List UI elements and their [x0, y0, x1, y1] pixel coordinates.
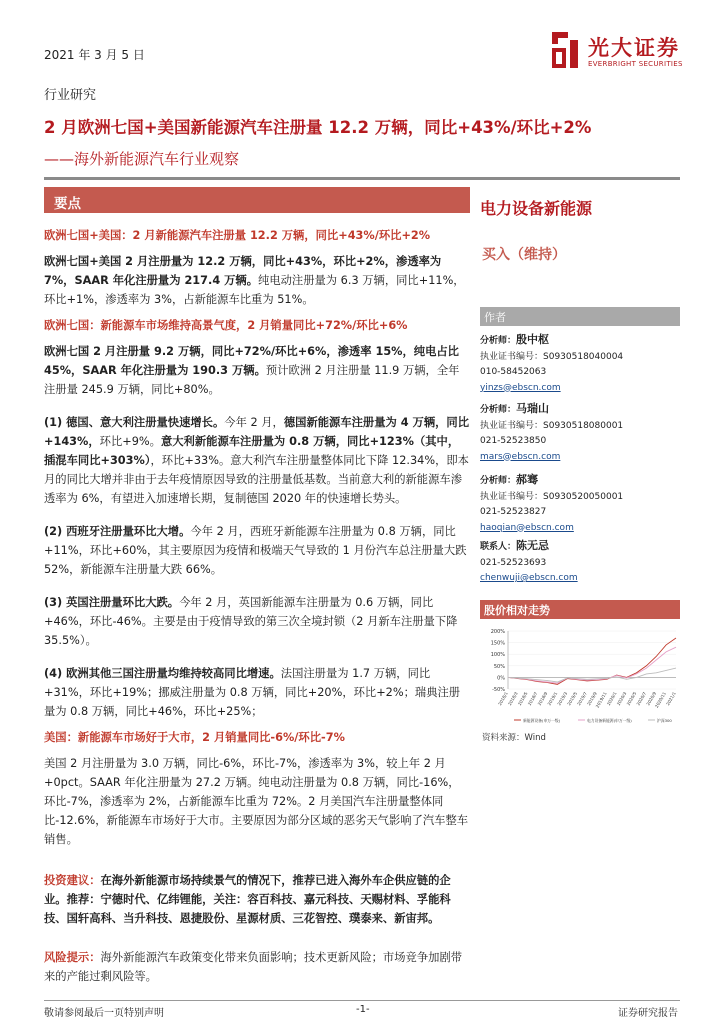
paragraph-bold: 欧洲七国 2 月注册量 9.2 万辆，同比+72%/环比+6%，渗透率 15%，纯电占比 45%，SAAR 年化注册量为 190.3 万辆。: [44, 345, 459, 377]
footer-divider: [44, 1000, 680, 1001]
analyst-card: [480, 472, 680, 536]
logo-text-cn: 光大证券: [588, 36, 680, 60]
paragraph-text: 今年 2 月，西班牙新能源车注册量为 0.8 万辆，同比+11%，环比+60%，其主要原因为疫情和极端天气导致的 1 月份汽车总注册量大跌 52%，新能源车注册量大跌 66%。: [44, 525, 467, 576]
paragraph-bold: (3) 英国注册量环比大跌。: [44, 596, 180, 609]
x-tick-label: 2020/7: [635, 691, 648, 707]
report-subtitle: ——海外新能源汽车行业观察: [44, 150, 240, 168]
contact-phone: 021-52523693: [480, 557, 547, 568]
legend-label: 新能源设备(申万一级): [523, 718, 561, 723]
report-title: 2 月欧洲七国+美国新能源汽车注册量 12.2 万辆，同比+43%/环比+2%: [44, 118, 592, 137]
paragraph: [44, 413, 470, 508]
legend-label: 电力设备新能源(申万一级): [587, 718, 632, 723]
authors-header: [480, 307, 680, 326]
x-tick-label: 2019/1: [546, 691, 559, 707]
paragraph-text: 美国 2 月注册量为 3.0 万辆，同比-6%，环比-7%，渗透率为 3%，较上年 2 月+0pct。SAAR 年化注册量为 27.2 万辆。纯电动注册量为 0.8 万辆，同比-16%，环比-7%，渗透率为 2%，占新能源车比重为 72%。2 月美国汽车注册量整体同比-12.6%，新能源车市场好于大市。主要原因为部分区域的恶劣天气影响了汽车整车销售。: [44, 757, 469, 846]
title-divider: [44, 177, 680, 180]
invest-label: 投资建议：: [44, 874, 101, 887]
paragraph-text: 纯电动注册量为 6.3 万辆，同比+11%，环比+1%，渗透率为 3%，占新能源车比重为 51%。: [44, 274, 465, 306]
summary-label: 要点: [54, 196, 81, 212]
industry-name: 电力设备新能源: [480, 199, 593, 218]
paragraph-bold: (1) 德国、意大利注册量快速增长。: [44, 416, 225, 429]
x-tick-label: 2021/1: [665, 691, 677, 707]
analyst-card: [480, 332, 680, 396]
section-heading: 欧洲七国：新能源车市场维持高景气度，2 月销量同比+72%/环比+6%: [44, 319, 408, 332]
footer-disclaimer: 敬请参阅最后一页特别声明: [44, 1008, 164, 1019]
paragraph: [44, 252, 470, 309]
summary-body: [44, 226, 470, 986]
legend-label: 沪深300: [657, 718, 672, 723]
chart-source: 资料来源：Wind: [482, 733, 546, 743]
series-line: [508, 647, 676, 683]
analyst-phone: 010-58452063: [480, 367, 547, 377]
analyst-phone: 021-52523850: [480, 436, 547, 446]
analyst-name: 马瑞山: [516, 402, 550, 415]
analyst-email-link[interactable]: mars@ebscn.com: [480, 451, 561, 462]
x-tick-label: 2018/1: [497, 691, 509, 707]
paragraph-bold: (4) 欧洲其他三国注册量均维持较高同比增速。: [44, 667, 281, 680]
chart-title: 股价相对走势: [484, 604, 550, 617]
paragraph: [44, 522, 470, 579]
investment-advice: [44, 871, 470, 928]
report-date: 2021 年 3 月 5 日: [44, 48, 145, 62]
x-tick-label: 2019/5: [566, 691, 579, 707]
logo-text-en: EVERBRIGHT SECURITIES: [588, 60, 683, 68]
section-heading: 美国：新能源车市场好于大市，2 月销量同比-6%/环比-7%: [44, 731, 345, 744]
analyst-cert: 执业证书编号：S0930518040004: [480, 351, 624, 362]
y-tick-label: 200%: [490, 629, 505, 635]
analyst-name: 郝骞: [516, 473, 539, 486]
contact-name: 陈无忌: [516, 539, 550, 552]
x-tick-label: 2019/7: [576, 691, 588, 707]
y-tick-label: 100%: [490, 652, 505, 659]
analyst-email-link[interactable]: yinzs@ebscn.com: [480, 382, 561, 393]
x-tick-label: 2019/3: [556, 691, 569, 707]
risk-text: 海外新能源汽车政策变化带来负面影响；技术更新风险；市场竞争加剧带来的产能过剩风险等。: [44, 951, 463, 983]
x-tick-label: 2018/5: [516, 691, 529, 707]
x-tick-label: 2018/9: [536, 691, 549, 707]
contact-card: [480, 538, 680, 587]
brand-logo: [548, 30, 688, 74]
paragraph: [44, 664, 470, 721]
analyst-name: 殷中枢: [516, 333, 550, 346]
page-number: -1-: [356, 1004, 370, 1015]
analyst-cert: 执业证书编号：S0930518080001: [480, 420, 624, 431]
x-tick-label: 2019/11: [594, 691, 608, 709]
x-tick-label: 2019/9: [586, 691, 598, 707]
analyst-role: 分析师：: [480, 405, 517, 415]
x-tick-label: 2020/11: [653, 691, 667, 709]
chart-header: [480, 600, 680, 619]
rating-badge: 买入（维持）: [482, 247, 566, 263]
paragraph-text: 预计欧洲 2 月注册量 11.9 万辆，全年注册量 245.9 万辆，同比+80%。: [44, 364, 460, 396]
invest-text: 在海外新能源市场持续景气的情况下，推荐已进入海外车企供应链的企业。推荐：宁德时代、亿纬锂能，关注：容百科技、嘉元科技、天赐材料、孚能科技、国轩高科、当升科技、恩捷股份、星源材质、三花智控、璞泰来、新宙邦。: [44, 874, 451, 925]
risk-label: 风险提示：: [44, 951, 101, 964]
summary-header: [44, 187, 470, 213]
analyst-email-link[interactable]: haoqian@ebscn.com: [480, 522, 574, 533]
y-tick-label: 0%: [497, 675, 505, 682]
analyst-role: 分析师：: [480, 336, 517, 346]
x-tick-label: 2020/5: [625, 691, 638, 707]
risk-warning: [44, 948, 470, 986]
paragraph-text: 今年 2 月，: [224, 416, 284, 429]
paragraph-text: ，环比+33%。意大利汽车注册量整体同比下降 12.34%，即本月的同比大增并非由于去年疫情原因导致的注册量低基数。当前意大利的新能源车渗透率为 6%，有望进入加速增长期，复制德国 2020 年的快速增长势头。: [44, 454, 469, 505]
x-tick-label: 2020/3: [615, 691, 628, 707]
contact-email-link[interactable]: chenwuji@ebscn.com: [480, 573, 578, 583]
paragraph-text: 今年 2 月，英国新能源车注册量为 0.6 万辆，同比+46%，环比-46%。主要是由于疫情导致的第三次全境封锁（2 月新车注册量下降 35.5%）。: [44, 596, 458, 647]
logo-icon: [548, 30, 582, 70]
stock-chart: [480, 625, 680, 725]
paragraph-text: 法国注册量为 1.7 万辆，同比+31%，环比+19%；挪威注册量为 0.8 万辆，同比+20%，环比+2%；瑞典注册量为 0.8 万辆，同比+46%，环比+25%；: [44, 667, 461, 718]
authors-label: 作者: [484, 311, 506, 324]
x-tick-label: 2018/7: [526, 691, 539, 707]
report-category: 行业研究: [44, 88, 97, 103]
y-tick-label: 50%: [493, 663, 505, 670]
paragraph: [44, 754, 470, 849]
paragraph-text: 环比+9%。: [99, 435, 161, 448]
x-tick-label: 2018/3: [507, 691, 519, 707]
y-tick-label: -50%: [492, 687, 505, 693]
analyst-role: 分析师：: [480, 476, 517, 486]
footer-report-type: 证券研究报告: [618, 1008, 678, 1019]
x-tick-label: 2020/1: [605, 691, 618, 707]
paragraph: [44, 593, 470, 650]
contact-role: 联系人：: [480, 542, 517, 552]
section-heading: 欧洲七国+美国：2 月新能源汽车注册量 12.2 万辆，同比+43%/环比+2%: [44, 229, 431, 242]
paragraph-bold: (2) 西班牙注册量环比大增。: [44, 525, 191, 538]
paragraph-bold: 欧洲七国+美国 2 月注册量为 12.2 万辆，同比+43%，环比+2%，渗透率为 7%，SAAR 年化注册量为 217.4 万辆。: [44, 255, 442, 287]
paragraph-bold: 意大利新能源车注册量为 0.8 万辆，同比+123%（其中，插混车同比+303%）: [44, 435, 460, 467]
paragraph-bold: 德国新能源车注册量为 4 万辆，同比+143%，: [44, 416, 470, 448]
y-tick-label: 150%: [490, 640, 505, 647]
analyst-phone: 021-52523827: [480, 507, 547, 517]
analyst-cert: 执业证书编号：S0930520050001: [480, 491, 624, 502]
analyst-card: [480, 401, 680, 465]
x-tick-label: 2020/9: [645, 691, 658, 707]
paragraph: [44, 342, 470, 399]
